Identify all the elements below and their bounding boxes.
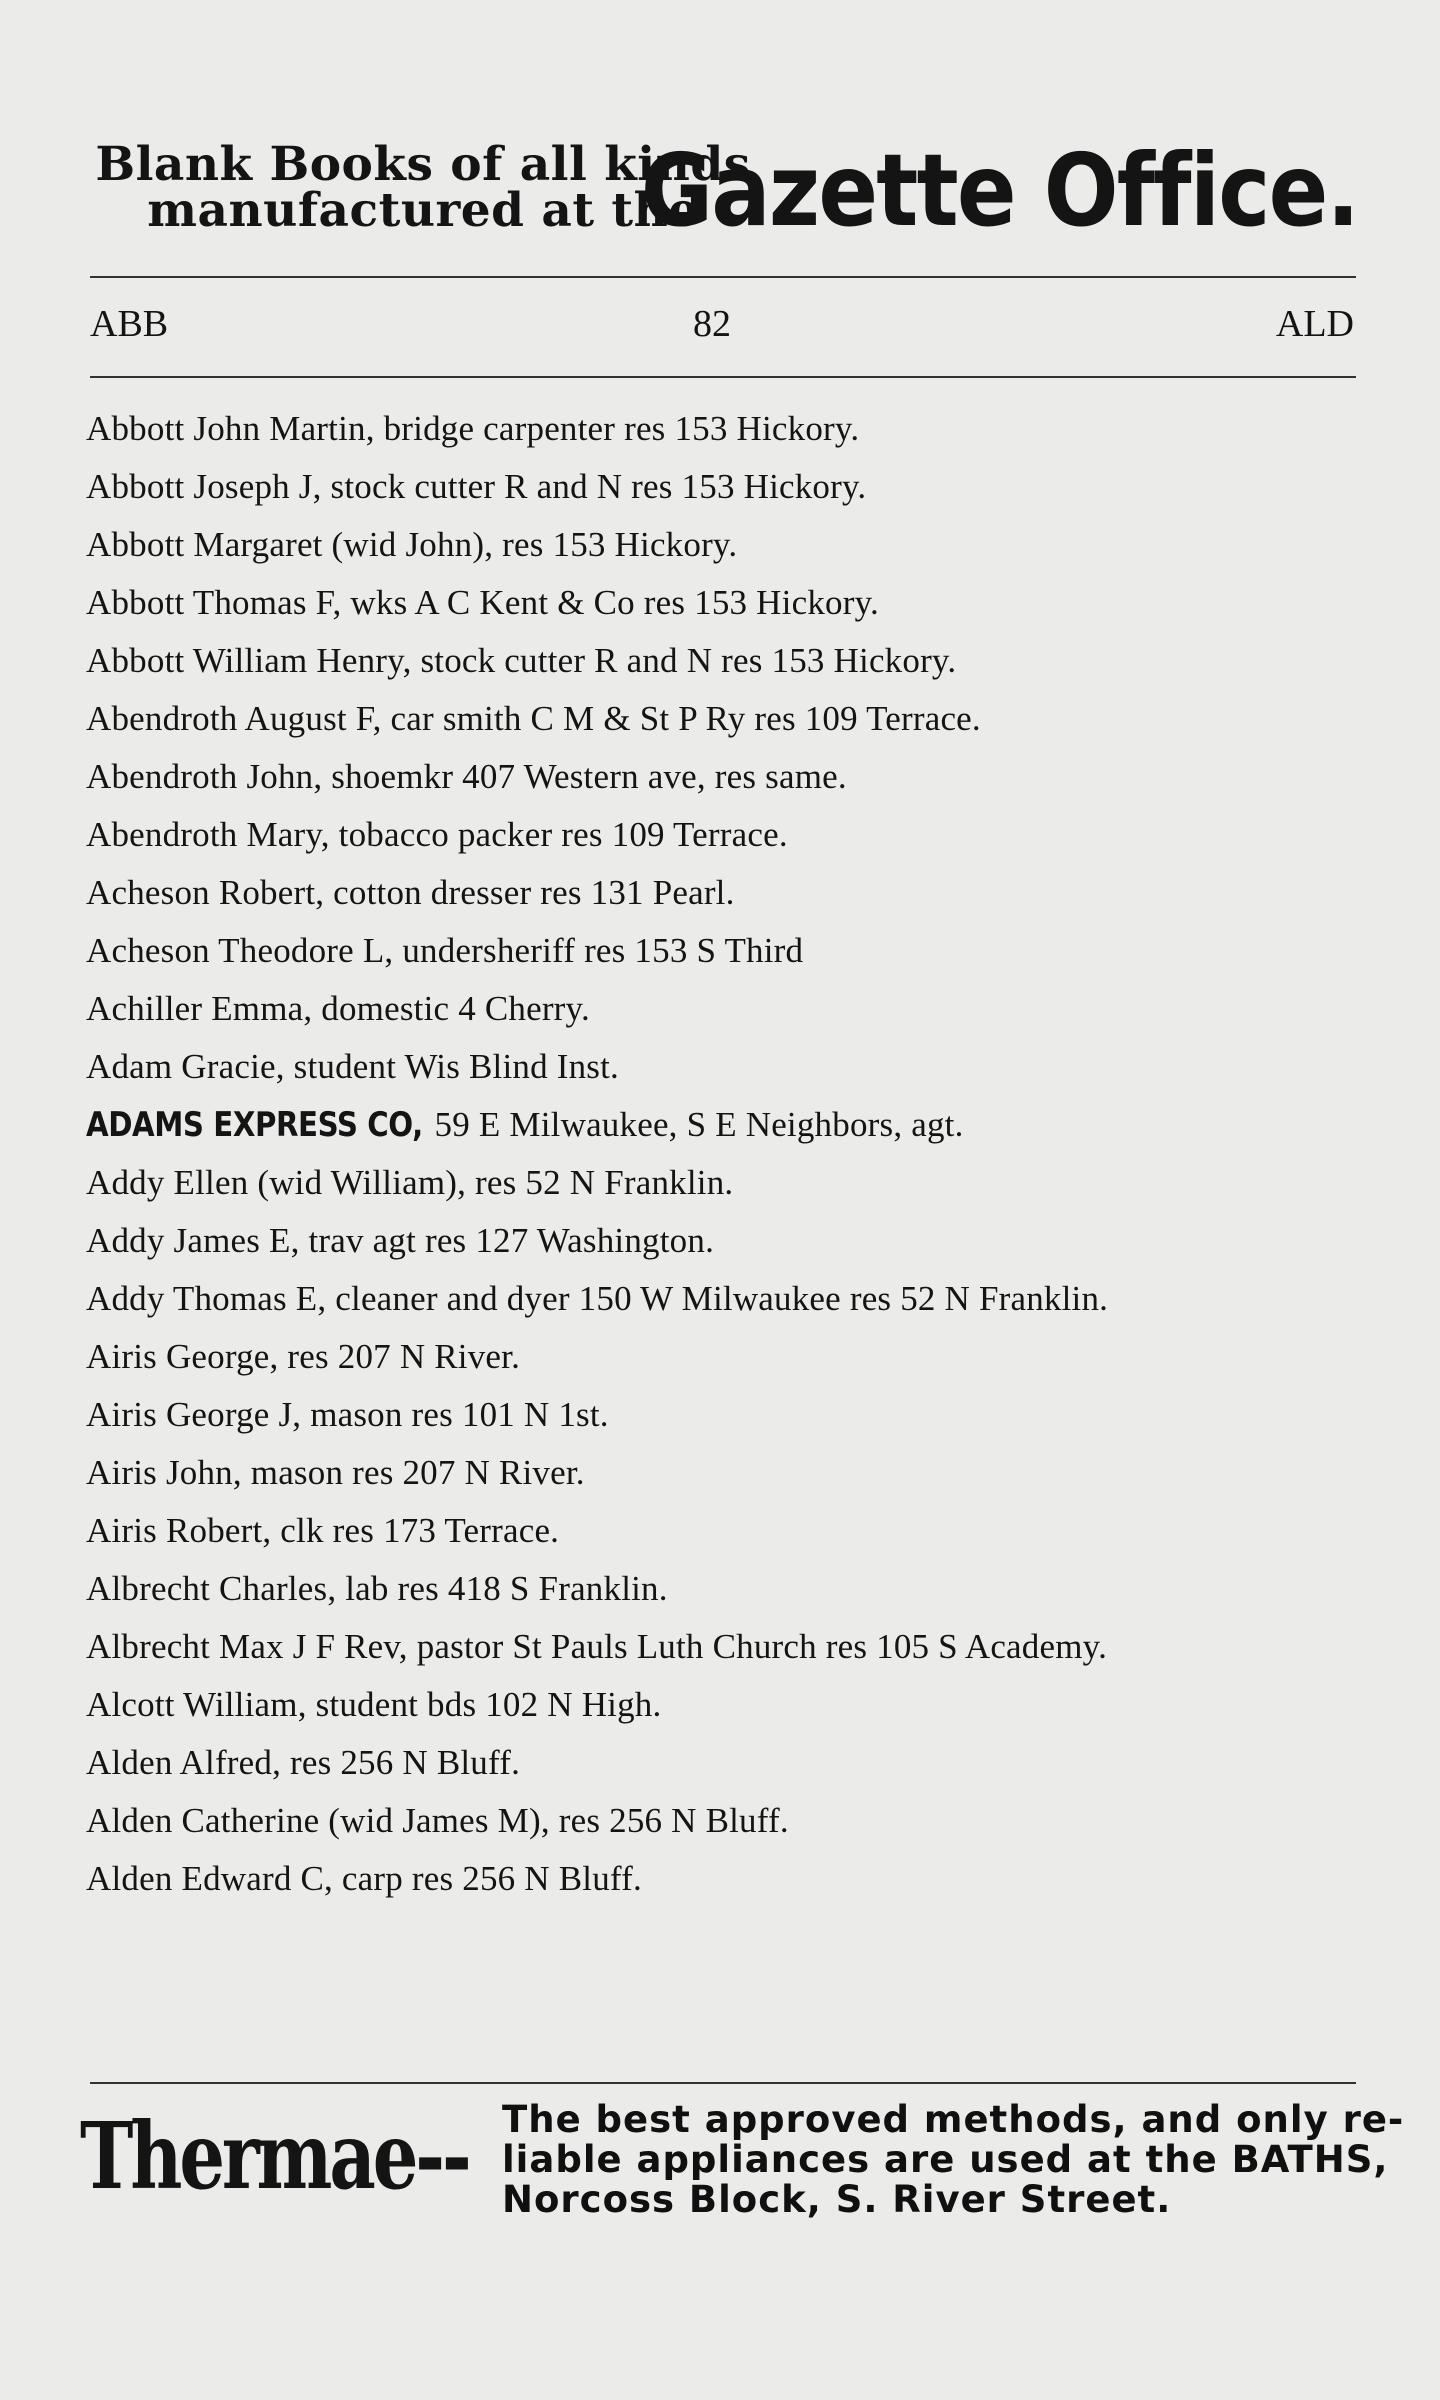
ad-top-line2: manufactured at the: [147, 183, 699, 238]
directory-entry: Abbott William Henry, stock cutter R and N res 153 Hickory.: [86, 641, 957, 680]
directory-entries: [86, 400, 1356, 1908]
directory-entry: Airis John, mason res 207 N River.: [86, 1453, 585, 1492]
top-divider: [90, 276, 1356, 278]
directory-entry: Abendroth August F, car smith C M & St P Ry res 109 Terrace.: [86, 699, 981, 738]
directory-entry: Abbott Margaret (wid John), res 153 Hickory.: [86, 525, 738, 564]
header-divider: [90, 376, 1356, 378]
directory-entry: Alcott William, student bds 102 N High.: [86, 1685, 662, 1724]
directory-entry: Addy James E, trav agt res 127 Washington.: [86, 1221, 715, 1260]
ad-bottom-line2: liable appliances are used at the BATHS,: [502, 2138, 1389, 2181]
firm-detail: 59 E Milwaukee, S E Neighbors, agt.: [434, 1105, 964, 1144]
directory-entry: Albrecht Max J F Rev, pastor St Pauls Luth Church res 105 S Academy.: [86, 1627, 1108, 1666]
directory-entry: Addy Ellen (wid William), res 52 N Franklin.: [86, 1163, 734, 1202]
ad-top-headline: Gazette Office.: [640, 132, 1358, 249]
directory-entry: Airis George J, mason res 101 N 1st.: [86, 1395, 609, 1434]
firm-name: ADAMS EXPRESS CO,: [86, 1105, 423, 1145]
directory-entry: Acheson Theodore L, undersheriff res 153 S Third: [86, 931, 804, 970]
directory-entry: Abendroth Mary, tobacco packer res 109 Terrace.: [86, 815, 788, 854]
bottom-advertisement: [80, 2092, 1405, 2242]
bottom-divider: [90, 2082, 1356, 2084]
directory-entry: Addy Thomas E, cleaner and dyer 150 W Milwaukee res 52 N Franklin.: [86, 1279, 1109, 1318]
directory-entry: Acheson Robert, cotton dresser res 131 Pearl.: [86, 873, 735, 912]
directory-entry: Achiller Emma, domestic 4 Cherry.: [86, 989, 590, 1028]
ad-top-line1: Blank Books of all kinds: [95, 137, 751, 192]
directory-entry: Abendroth John, shoemkr 407 Western ave, res same.: [86, 757, 847, 796]
running-head: [90, 296, 1356, 356]
directory-entry: Alden Catherine (wid James M), res 256 N Bluff.: [86, 1801, 789, 1840]
directory-entry: Airis Robert, clk res 173 Terrace.: [86, 1511, 560, 1550]
directory-entry: Adam Gracie, student Wis Blind Inst.: [86, 1047, 619, 1086]
directory-entry: Alden Alfred, res 256 N Bluff.: [86, 1743, 521, 1782]
directory-entry: Alden Edward C, carp res 256 N Bluff.: [86, 1859, 642, 1898]
ad-bottom-text: [502, 2098, 1405, 2221]
directory-entry: Abbott Joseph J, stock cutter R and N res 153 Hickory.: [86, 467, 867, 506]
directory-entry: Airis George, res 207 N River.: [86, 1337, 521, 1376]
page-number: 82: [693, 303, 731, 345]
ad-bottom-line3: Norcoss Block, S. River Street.: [502, 2178, 1172, 2221]
directory-entry: Abbott Thomas F, wks A C Kent & Co res 153 Hickory.: [86, 583, 879, 622]
ad-bottom-headline: Thermae--: [80, 2102, 469, 2210]
directory-entry: Abbott John Martin, bridge carpenter res 153 Hickory.: [86, 409, 860, 448]
ad-bottom-line1: The best approved methods, and only re-: [502, 2098, 1405, 2141]
running-head-left: ABB: [90, 303, 169, 345]
firm-entry: [86, 1096, 1356, 1154]
running-head-right: ALD: [1275, 303, 1354, 345]
directory-entry: Albrecht Charles, lab res 418 S Franklin.: [86, 1569, 668, 1608]
top-advertisement: [88, 132, 1358, 266]
